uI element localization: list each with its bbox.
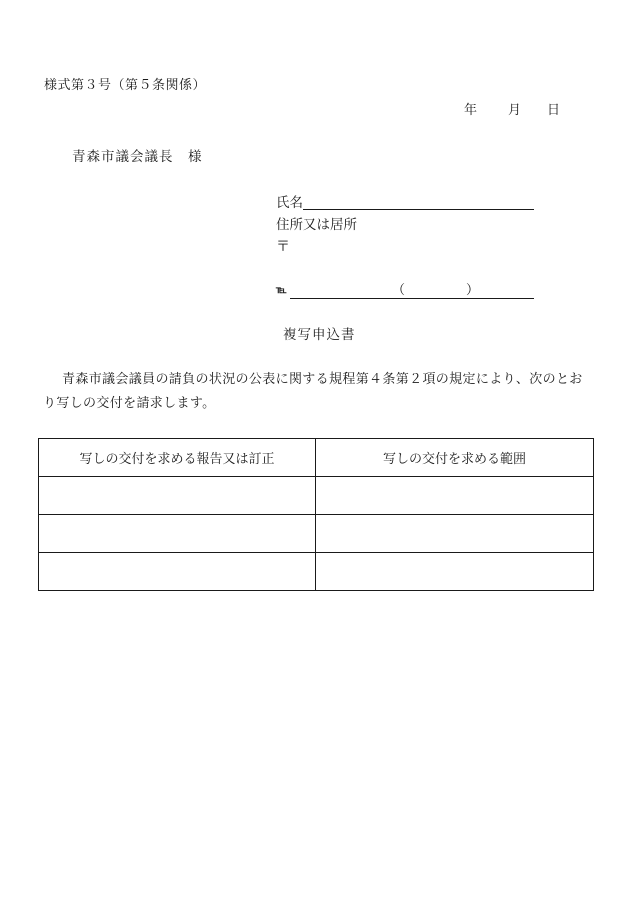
tel-paren-open: （ — [392, 283, 406, 298]
body-text-line-1: 青森市議会議員の請負の状況の公表に関する規程第４条第２項の規定により、次のとお — [62, 372, 583, 387]
date-day-label: 日 — [547, 103, 561, 118]
header-report-or-correction: 写しの交付を求める報告又は訂正 — [39, 439, 316, 477]
scope-cell[interactable] — [316, 553, 594, 591]
report-cell[interactable] — [39, 477, 316, 515]
form-number: 様式第３号（第５条関係） — [44, 78, 207, 93]
date-year-label: 年 — [464, 103, 478, 118]
request-table — [38, 438, 594, 591]
date-month-label: 月 — [508, 103, 522, 118]
report-cell[interactable] — [39, 553, 316, 591]
table-row — [39, 477, 594, 515]
applicant-name-label: 氏名 — [276, 195, 303, 211]
tel-label: ℡ — [276, 285, 287, 296]
scope-cell[interactable] — [316, 515, 594, 553]
tel-paren-close: ） — [466, 283, 480, 298]
body-text-line-2: り写しの交付を請求します。 — [43, 396, 216, 411]
applicant-name-field[interactable] — [303, 209, 534, 210]
document-title: 複写申込書 — [283, 327, 356, 343]
header-scope: 写しの交付を求める範囲 — [316, 439, 594, 477]
addressee: 青森市議会議長 様 — [72, 149, 203, 165]
scope-cell[interactable] — [316, 477, 594, 515]
applicant-address-label: 住所又は居所 — [276, 217, 357, 233]
table-header-row — [39, 439, 594, 477]
report-cell[interactable] — [39, 515, 316, 553]
table-row — [39, 515, 594, 553]
postal-mark: 〒 — [276, 239, 290, 255]
applicant-tel-field[interactable] — [290, 298, 534, 299]
table-row — [39, 553, 594, 591]
